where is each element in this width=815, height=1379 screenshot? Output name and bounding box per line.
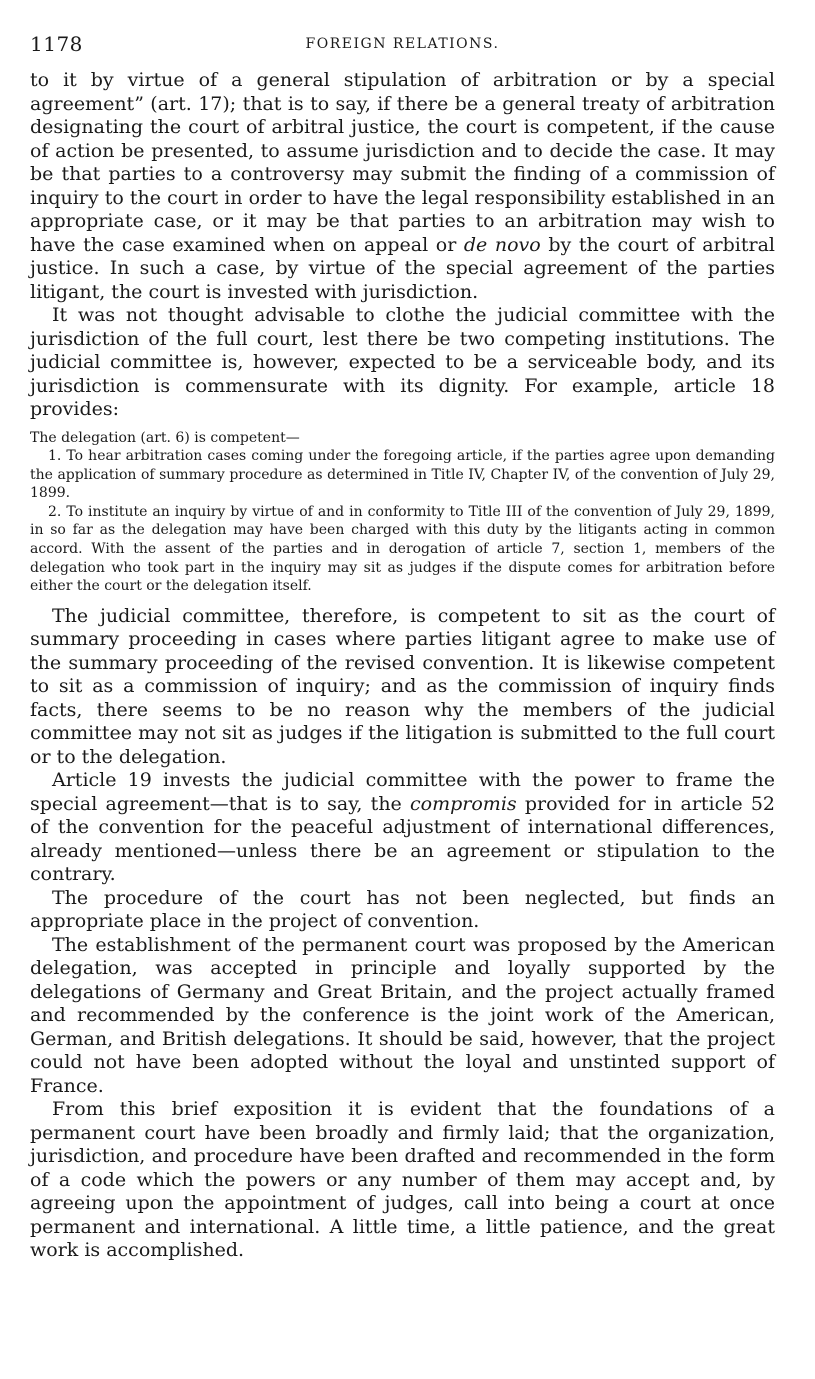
quote-item-1: 1. To hear arbitration cases coming under the foregoing article, if the parties agree upon demanding the application of summary procedure as determined in Title IV, Chapter IV, of the convention of July 29, 1899. [30, 448, 775, 502]
paragraph-1-text: to it by virtue of a general stipulation of arbitration or by a special agreement” (art. 17); that is to say, if there be a general treaty of arbitration designating the court of arbitral justice, the court is competent, if the cause of action be presented, to assume jurisdiction and to decide the case. It may be that parties to a controversy may submit the finding of a commission of inquiry to the court in order to have the legal responsibility established in an appropriate case, or it may be that parties to an arbitration may wish to have the case examined when on appeal or [30, 69, 775, 256]
paragraph-1-end: by the court of arbitral justice. In such a case, by virtue of the special agreement of the parties litigant, the court is invested with jurisdiction. [30, 233, 775, 303]
paragraph-5: The procedure of the court has not been neglected, but finds an appropriate place in the project of convention. [30, 886, 775, 933]
quote-item-2: 2. To institute an inquiry by virtue of and in conformity to Title III of the convention of July 29, 1899, in so far as the delegation may have been charged with this duty by the litigants acting in common accord. With the assent of the parties and in derogation of article 7, section 1, members of the delegation who took part in the inquiry may sit as judges if the dispute comes for arbitration before either the court or the delegation itself. [30, 503, 775, 595]
page-header [30, 28, 775, 58]
paragraph-1-italic: de novo [463, 233, 541, 256]
paragraph-2: It was not thought advisable to clothe the judicial committee with the jurisdiction of the full court, lest there be two competing institutions. The judicial committee is, however, expected to be a serviceable body, and its jurisdiction is commensurate with its dignity. For example, article 18 provides: [30, 304, 775, 420]
block-quote-article-18 [30, 429, 775, 596]
paragraph-4-text: Article 19 invests the judicial committee with the power to frame the special agreement—that is to say, the [30, 769, 775, 815]
paragraph-3: The judicial committee, therefore, is competent to sit as the court of summary proceeding in cases where parties litigant agree to make use of the summary proceeding of the revised convention. It is likewise competent to sit as a commission of inquiry; and as the commission of inquiry finds facts, there seems to be no reason why the members of the judicial committee may not sit as judges if the litigation is submitted to the full court or to the delegation. [30, 604, 775, 768]
paragraph-6: The establishment of the permanent court was proposed by the American delegation, was accepted in principle and loyally supported by the delegations of Germany and Great Britain, and the project actually framed and recommended by the conference is the joint work of the American, German, and British delegations. It should be said, however, that the project could not have been adopted without the loyal and unstinted support of France. [30, 933, 775, 1097]
paragraph-4-end: provided for in article 52 of the convention for the peaceful adjustment of international differences, already mentioned—unless there be an agreement or stipulation to the contrary. [30, 792, 775, 886]
page-number: 1178 [30, 32, 83, 56]
paragraph-4-italic: compromis [410, 792, 517, 815]
paragraph-4 [30, 769, 775, 887]
paragraph-7: From this brief exposition it is evident that the foundations of a permanent court have been broadly and firmly laid; that the organization, jurisdiction, and procedure have been drafted and recommended in the form of a code which the powers or any number of them may accept and, by agreeing upon the appointment of judges, call into being a court at once permanent and international. A little time, a little patience, and the great work is accomplished. [30, 1098, 775, 1262]
running-head: FOREIGN RELATIONS. [305, 36, 500, 52]
document-page [30, 28, 775, 1263]
paragraph-1 [30, 69, 775, 304]
quote-intro: The delegation (art. 6) is competent— [30, 429, 300, 446]
